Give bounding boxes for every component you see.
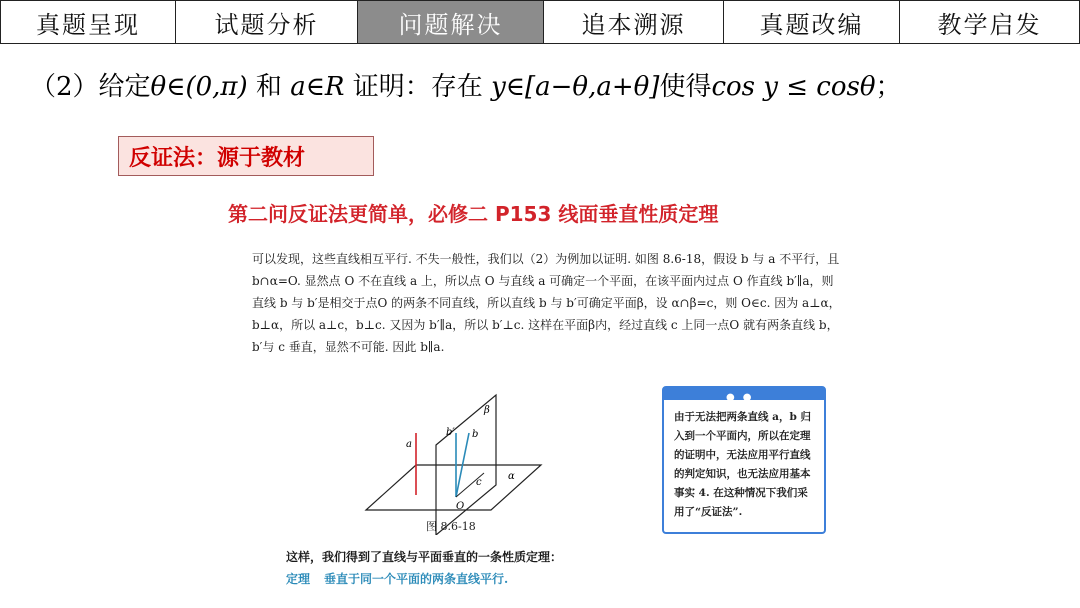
tab-real-exam[interactable]: 真题呈现 [0, 0, 176, 44]
conclusion-text: 这样，我们得到了直线与平面垂直的一条性质定理： [286, 550, 563, 564]
subtitle: 第二问反证法更简单，必修二 P153 线面垂直性质定理 [228, 202, 719, 226]
problem-prove: 证明：存在 [352, 72, 483, 102]
problem-prefix: （2）给定 [30, 72, 151, 102]
tab-origin[interactable]: 追本溯源 [544, 0, 724, 44]
label-a: a [406, 439, 412, 450]
tab-teaching[interactable]: 教学启发 [900, 0, 1080, 44]
label-b: b [472, 429, 479, 440]
tab-solution[interactable]: 问题解决 [358, 0, 544, 44]
note-dots-icon: ●● [726, 392, 760, 403]
theta-range: θ∈(0,π) [150, 72, 248, 102]
figure-caption: 图 8.6-18 [426, 520, 476, 533]
tab-bar [0, 0, 1080, 46]
tab-adaptation[interactable]: 真题改编 [724, 0, 900, 44]
theorem [286, 570, 508, 587]
tab-analysis[interactable]: 试题分析 [176, 0, 358, 44]
method-tag: 反证法：源于教材 [118, 136, 374, 176]
problem-end: ； [875, 72, 902, 102]
side-note [662, 386, 826, 534]
inequality: cos y ≤ cosθ [711, 72, 876, 102]
label-o: O [456, 501, 465, 512]
problem-and: 和 [255, 72, 282, 102]
label-beta: β [484, 405, 490, 416]
figure-8-6-18 [356, 385, 546, 535]
problem-such-that: 使得 [659, 72, 712, 102]
theorem-key: 定理 [286, 572, 311, 586]
y-range: y∈[a−θ,a+θ] [491, 72, 660, 102]
label-alpha: α [508, 471, 515, 482]
side-note-text: 由于无法把两条直线 a，b 归入到一个平面内，所以在定理的证明中，无法应用平行直线的判定知识，也无法应用基本事实 4. 在这种情况下我们采用了“反证法”. [674, 411, 811, 518]
label-c: c [476, 477, 482, 488]
problem-statement [30, 66, 1070, 103]
a-in-r: a∈R [290, 72, 345, 102]
label-b-prime: b′ [446, 427, 455, 438]
textbook-paragraph: 可以发现，这些直线相互平行. 不失一般性，我们以（2）为例加以证明. 如图 8.6-18，假设 b 与 a 不平行，且 b∩α=O. 显然点 O 不在直线 a 上，所以点 O 与直线 a 可确定一个平面，在该平面内过点 O 作直线 b′∥a，则直线 b 与 b′是相交于点O 的两条不同直线，所以直线 b 与 b′可确定平面β，设 α∩β=c，则 O∈c. 因为 a⊥α，b⊥α，所以 a⊥c，b⊥c. 又因为 b′∥a，所以 b′⊥c. 这样在平面β内，经过直线 c 上同一点O 就有两条直线 b，b′与 c 垂直，显然不可能. 因此 b∥a. [252, 252, 841, 354]
theorem-text: 垂直于同一个平面的两条直线平行. [324, 572, 509, 586]
